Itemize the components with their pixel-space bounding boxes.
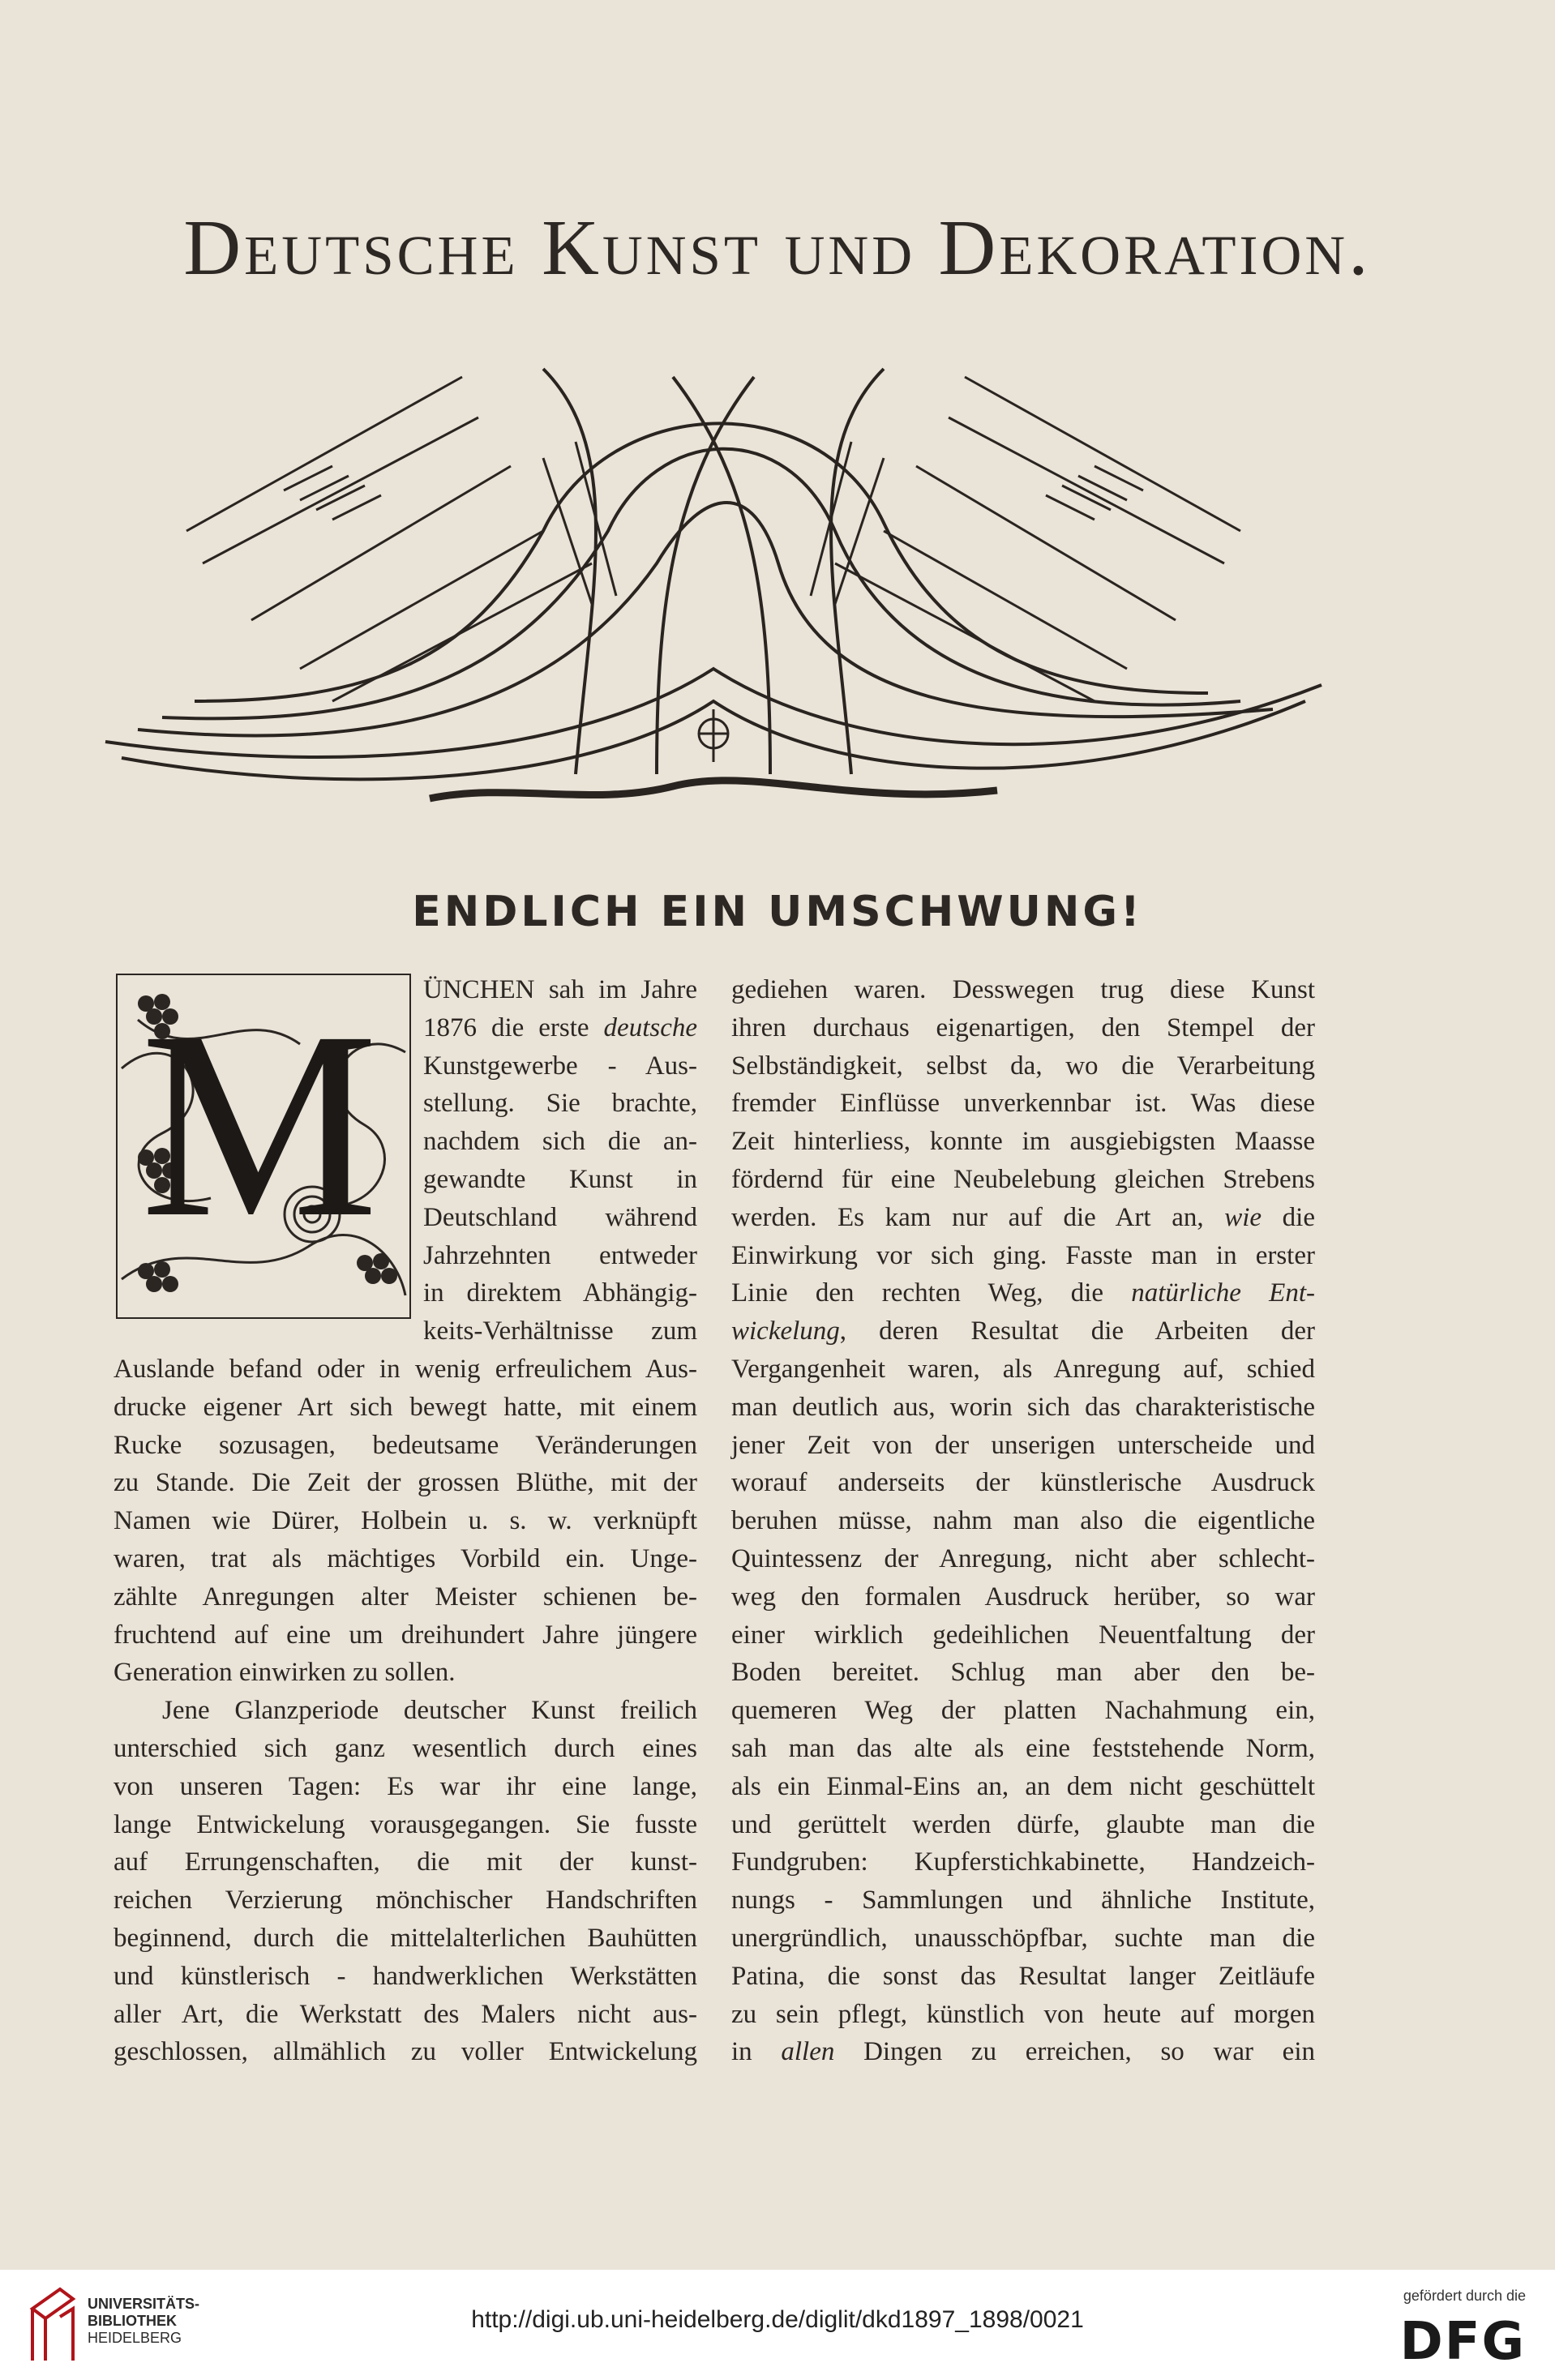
text-line: aller Art, die Werkstatt des Malers nicht aus-: [114, 1999, 697, 2029]
text-line: Jahrzehnten entweder: [423, 1240, 697, 1270]
text-line: Selbständigkeit, selbst da, wo die Verarbeitung: [731, 1051, 1315, 1081]
text-line: gediehen waren. Desswegen trug diese Kunst: [731, 975, 1315, 1004]
text-line: beginnend, durch die mittelalterlichen Bauhütten: [114, 1923, 697, 1953]
wheat-ornament-icon: [89, 320, 1338, 839]
text-line: drucke eigener Art sich bewegt hatte, mit einem: [114, 1392, 697, 1422]
paragraph-2: [114, 1692, 697, 2071]
text-line: wickelung, deren Resultat die Arbeiten der: [731, 1316, 1315, 1346]
text-line: sah man das alte als eine feststehende Norm,: [731, 1733, 1315, 1763]
text-line: von unseren Tagen: Es war ihr eine lange,: [114, 1771, 697, 1801]
text-line: ÜNCHEN sah im Jahre: [423, 975, 697, 1004]
text-line: fruchtend auf eine um dreihundert Jahre jüngere: [114, 1620, 697, 1650]
text-line: Fundgruben: Kupferstichkabinette, Handzeich-: [731, 1847, 1315, 1877]
text-line: Boden bereitet. Schlug man aber den be-: [731, 1658, 1315, 1688]
text-line: Zeit hinterliess, konnte im ausgiebigsten Maasse: [731, 1127, 1315, 1157]
text-line: Jene Glanzperiode deutscher Kunst freilich: [162, 1696, 697, 1726]
text-line: weg den formalen Ausdruck herüber, so war: [731, 1582, 1315, 1612]
text-line: Linie den rechten Weg, die natürliche Ent-: [731, 1278, 1315, 1308]
funding-note: gefördert durch die: [1403, 2288, 1526, 2304]
text-line: lange Entwickelung vorausgegangen. Sie fusste: [114, 1809, 697, 1839]
paragraph-3: [731, 971, 1315, 2071]
text-line: in direktem Abhängig-: [423, 1278, 697, 1308]
text-line: einer wirklich gedeihlichen Neuentfaltung der: [731, 1620, 1315, 1650]
text-line: nachdem sich die an-: [423, 1127, 697, 1157]
text-line: beruhen müsse, nahm man also die eigentliche: [731, 1506, 1315, 1536]
text-line: Quintessenz der Anregung, nicht aber schlecht-: [731, 1543, 1315, 1573]
text-line: unterschied sich ganz wesentlich durch eines: [114, 1733, 697, 1763]
text-line: geschlossen, allmählich zu voller Entwickelung: [114, 2037, 697, 2067]
text-line: man deutlich aus, worin sich das charakteristische: [731, 1392, 1315, 1422]
text-line: Rucke sozusagen, bedeutsame Veränderungen: [114, 1430, 697, 1460]
article-title: ENDLICH EIN UMSCHWUNG!: [412, 888, 1143, 936]
left-column: [114, 971, 697, 2071]
text-line: keits-Verhältnisse zum: [423, 1316, 697, 1346]
text-line: reichen Verzierung mönchischer Handschriften: [114, 1886, 697, 1916]
text-line: Patina, die sonst das Resultat langer Zeitläufe: [731, 1961, 1315, 1991]
text-line: Vergangenheit waren, als Anregung auf, schied: [731, 1354, 1315, 1384]
text-line: zählte Anregungen alter Meister schienen be-: [114, 1582, 697, 1612]
text-line: jener Zeit von der unserigen unterscheide und: [731, 1430, 1315, 1460]
text-line: gewandte Kunst in: [423, 1164, 697, 1194]
text-line: worauf anderseits der künstlerische Ausdruck: [731, 1468, 1315, 1498]
grape-vine-ornament-icon: [114, 971, 413, 1321]
text-line: zu Stande. Die Zeit der grossen Blüthe, mit der: [114, 1468, 697, 1498]
text-line: waren, trat als mächtiges Vorbild ein. Unge-: [114, 1543, 697, 1573]
text-line: Generation einwirken zu sollen.: [114, 1658, 456, 1688]
permalink-url[interactable]: http://digi.ub.uni-heidelberg.de/diglit/dkd1897_1898/0021: [471, 2306, 1084, 2333]
text-line: nungs - Sammlungen und ähnliche Institute,: [731, 1886, 1315, 1916]
text-line: 1876 die erste deutsche: [423, 1012, 697, 1042]
text-line: fördernd für eine Neubelebung gleichen Strebens: [731, 1164, 1315, 1194]
text-line: und gerüttelt werden dürfe, glaubte man die: [731, 1809, 1315, 1839]
dfg-logo: DFG: [1399, 2312, 1526, 2372]
text-line: in allen Dingen zu erreichen, so war ein: [731, 2037, 1315, 2067]
text-line: stellung. Sie brachte,: [423, 1089, 697, 1119]
text-line: zu sein pflegt, künstlich von heute auf morgen: [731, 1999, 1315, 2029]
drop-cap-letter: M: [140, 977, 379, 1273]
text-line: Kunstgewerbe - Aus-: [423, 1051, 697, 1081]
text-line: Deutschland während: [423, 1202, 697, 1232]
text-line: Einwirkung vor sich ging. Fasste man in erster: [731, 1240, 1315, 1270]
text-line: ihren durchaus eigenartigen, den Stempel der: [731, 1012, 1315, 1042]
masthead-title: Deutsche Kunst und Dekoration.: [183, 204, 1372, 292]
right-column: [731, 971, 1315, 2071]
text-line: als ein Einmal-Eins an, an dem nicht geschüttelt: [731, 1771, 1315, 1801]
text-line: quemeren Weg der platten Nachahmung ein,: [731, 1696, 1315, 1726]
text-line: Namen wie Dürer, Holbein u. s. w. verknüpft: [114, 1506, 697, 1536]
text-line: fremder Einflüsse unverkennbar ist. Was diese: [731, 1089, 1315, 1119]
text-line: auf Errungenschaften, die mit der kunst-: [114, 1847, 697, 1877]
library-name: UNIVERSITÄTS- BIBLIOTHEK HEIDELBERG: [88, 2296, 200, 2346]
text-line: Auslande befand oder in wenig erfreulichem Aus-: [114, 1354, 697, 1384]
text-line: werden. Es kam nur auf die Art an, wie die: [731, 1202, 1315, 1232]
text-line: und künstlerisch - handwerklichen Werkstätten: [114, 1961, 697, 1991]
drop-cap-ornament: [114, 971, 413, 1321]
text-line: unergründlich, unausschöpfbar, suchte man die: [731, 1923, 1315, 1953]
